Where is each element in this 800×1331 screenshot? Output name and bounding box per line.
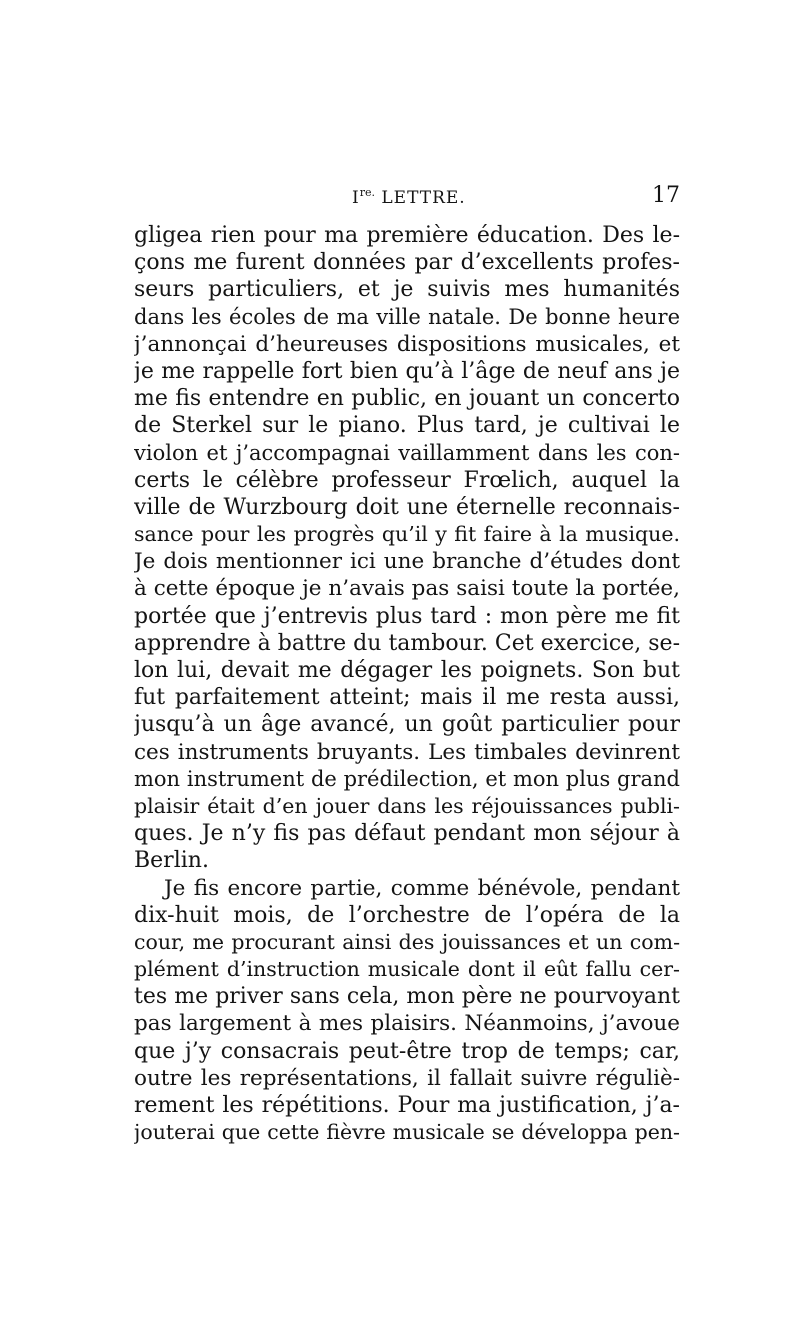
running-title-word: LETTRE.	[381, 188, 466, 208]
running-title-superscript: re.	[359, 186, 375, 199]
text-line: cour, me procurant ainsi des jouissances et un com-	[134, 929, 680, 954]
text-line: çons me furent données par d’excellents profes-	[134, 250, 680, 276]
text-line: mon instrument de prédilection, et mon plus grand	[134, 766, 680, 791]
text-line: gligea rien pour ma première éducation. Des le-	[134, 223, 680, 248]
text-line: Je fis encore partie, comme bénévole, pendant	[164, 875, 680, 901]
text-line: à cette époque je n’avais pas saisi toute la portée,	[134, 576, 680, 602]
running-title	[352, 186, 466, 208]
text-line: plaisir était d’en jouer dans les réjouissances publi-	[134, 793, 680, 818]
text-line: que j’y consacrais peut-être trop de temps; car,	[134, 1038, 680, 1064]
text-line: violon et j’accompagnai vaillamment dans les con-	[134, 440, 680, 465]
text-line: je me rappelle fort bien qu’à l’âge de neuf ans je	[134, 358, 680, 384]
text-line: plément d’instruction musicale dont il eût fallu cer-	[134, 957, 680, 982]
text-line: Berlin.	[134, 848, 209, 874]
body-text	[134, 222, 680, 1146]
text-line: fut parfaitement atteint; mais il me resta aussi,	[134, 685, 680, 711]
text-line: me fis entendre en public, en jouant un concerto	[134, 386, 680, 412]
text-line: tes me priver sans cela, mon père ne pourvoyant	[134, 984, 680, 1010]
text-line: Je dois mentionner ici une branche d’études dont	[134, 549, 680, 575]
text-line: dans les écoles de ma ville natale. De bonne heure	[134, 304, 680, 329]
text-line: sance pour les progrès qu’il y fit faire à la musique.	[134, 522, 680, 547]
running-title-prefix: I	[352, 188, 360, 208]
text-line: j’annonçai d’heureuses dispositions musicales, et	[134, 331, 680, 357]
text-line: lon lui, devait me dégager les poignets. Son but	[134, 658, 680, 683]
text-line: ques. Je n’y fis pas défaut pendant mon séjour à	[134, 821, 680, 847]
page-number: 17	[652, 183, 680, 208]
text-line: rement les répétitions. Pour ma justification, j’a-	[134, 1093, 680, 1118]
text-line: pas largement à mes plaisirs. Néanmoins, j’avoue	[134, 1011, 680, 1037]
text-line: dix-huit mois, de l’orchestre de l’opéra de la	[134, 902, 680, 928]
text-line: apprendre à battre du tambour. Cet exercice, se-	[134, 630, 680, 656]
text-line: jouterai que cette fièvre musicale se développa pen-	[134, 1120, 680, 1145]
text-line: jusqu’à un âge avancé, un goût particulier pour	[134, 712, 680, 738]
text-line: outre les représentations, il fallait suivre réguliè-	[134, 1065, 680, 1091]
text-line: de Sterkel sur le piano. Plus tard, je cultivai le	[134, 413, 680, 439]
text-line: portée que j’entrevis plus tard : mon père me fit	[134, 603, 680, 629]
text-line: ville de Wurzbourg doit une éternelle reconnais-	[134, 494, 680, 520]
text-line: ces instruments bruyants. Les timbales devinrent	[134, 739, 680, 765]
text-line: certs le célèbre professeur Frœlich, auquel la	[134, 467, 680, 493]
page-header	[134, 183, 680, 216]
text-line: seurs particuliers, et je suivis mes humanités	[134, 277, 680, 303]
